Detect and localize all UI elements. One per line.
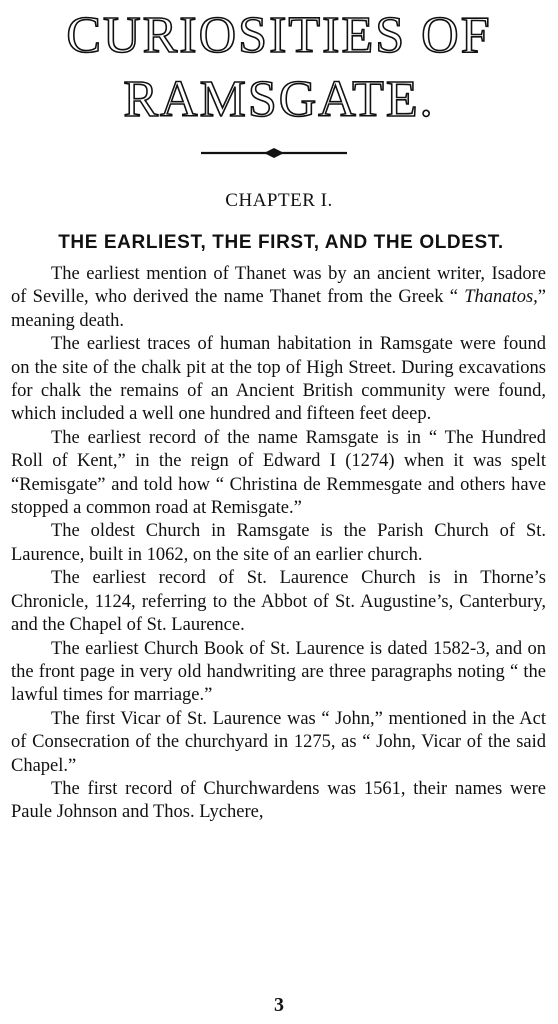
paragraph: The first record of Churchwardens was 1561, their names were Paule Johnson and Thos. Lychere, (11, 778, 546, 823)
book-title-line-2: RAMSGATE. (123, 71, 435, 128)
paragraph-text: The earliest mention of Thanet was by an ancient writer, Isadore of Seville, who derived the name Thanet from the Greek “ (11, 264, 546, 308)
section-heading: THE EARLIEST, THE FIRST, AND THE OLDEST. (58, 232, 504, 253)
paragraph: The first Vicar of St. Laurence was “ John,” mentioned in the Act of Consecration of the churchyard in 1275, as “ John, Vicar of the said Chapel.” (11, 708, 546, 776)
paragraph: The earliest record of the name Ramsgate is in “ The Hundred Roll of Kent,” in the reign of Edward I (1274) when it was spelt “Remisgate” and told how “ Christina de Remmesgate and others have stopped a common road at Remisgate.” (11, 427, 546, 519)
body-text (11, 263, 546, 825)
page-number: 3 (274, 994, 284, 1016)
chapter-heading: CHAPTER I. (225, 190, 333, 211)
paragraph: The earliest traces of human habitation in Ramsgate were found on the site of the chalk pit at the top of High Street. During excavations for chalk the remains of an Ancient British community were found, which included a well one hundred and fifteen feet deep. (11, 334, 546, 425)
paragraph (11, 263, 546, 333)
paragraph: The earliest record of St. Laurence Church is in Thorne’s Chronicle, 1124, referring to the Abbot of St. Augustine’s, Canterbury, and the Chapel of St. Laurence. (11, 568, 546, 636)
italic-term: Thanatos, (464, 287, 538, 308)
title-rule-ornament (201, 147, 347, 159)
paragraph: The oldest Church in Ramsgate is the Parish Church of St. Laurence, built in 1062, on the site of an earlier church. (11, 521, 546, 565)
book-title-line-1: CURIOSITIES OF (66, 7, 492, 64)
paragraph: The earliest Church Book of St. Laurence is dated 1582-3, and on the front page in very old handwriting are three paragraphs noting “ the lawful times for marriage.” (11, 638, 546, 706)
paragraph-text: ” meaning death. (11, 287, 546, 331)
